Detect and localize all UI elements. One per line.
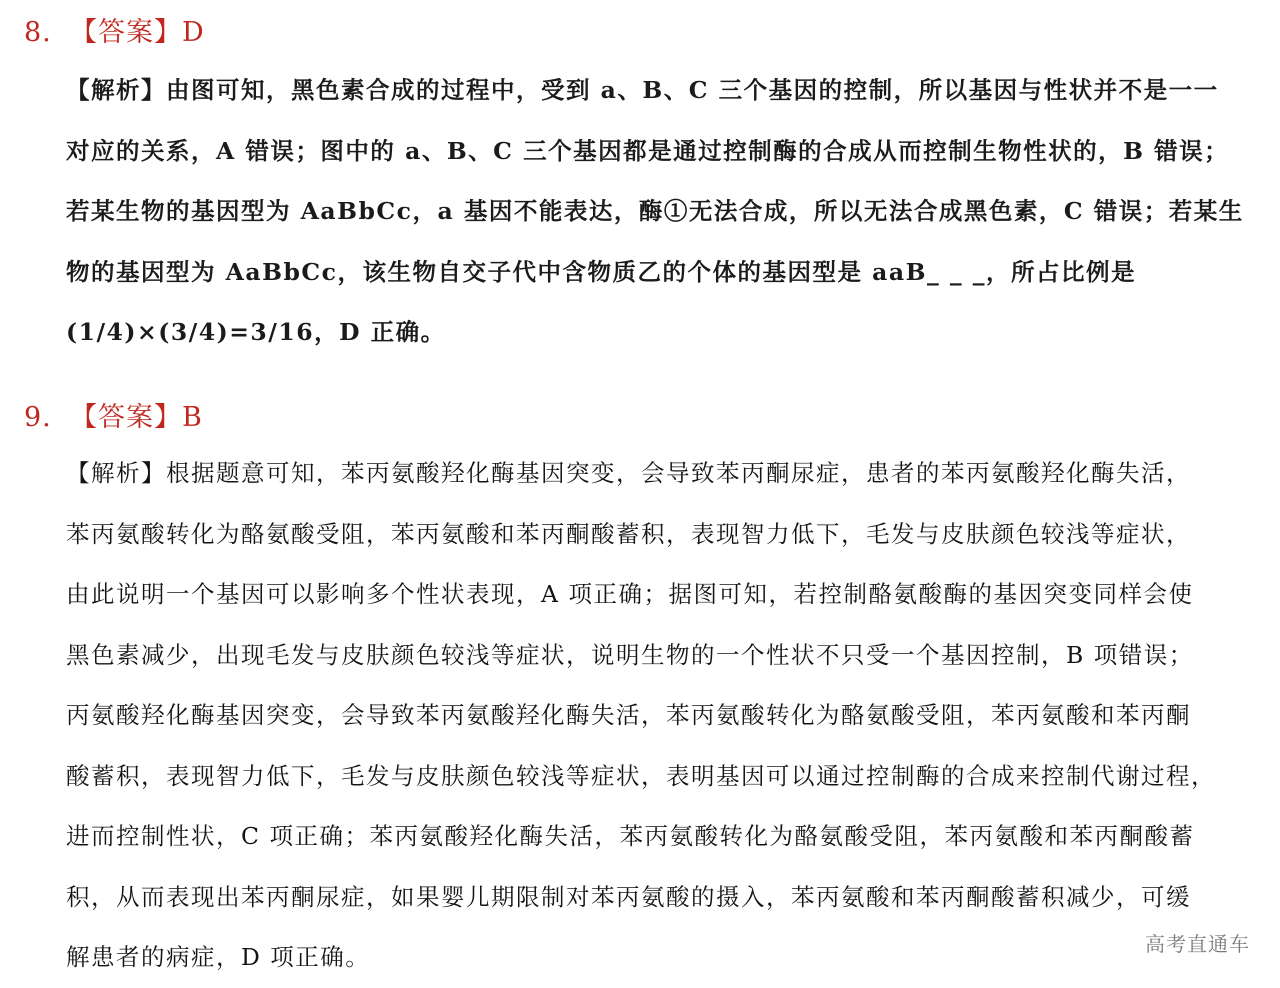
- q9-answer-value: B: [182, 402, 203, 433]
- q8-answer-value: D: [182, 17, 205, 48]
- q8-answer-tag: 【答案】: [70, 17, 182, 48]
- q9-answer-heading: [24, 395, 203, 434]
- q9-analysis-line: 解患者的病症，D 项正确。: [66, 943, 371, 971]
- q9-analysis-line: 【解析】根据题意可知，苯丙氨酸羟化酶基因突变，会导致苯丙酮尿症，患者的苯丙氨酸羟化酶失活，: [66, 459, 1191, 487]
- q9-analysis-line: 酸蓄积，表现智力低下，毛发与皮肤颜色较浅等症状，表明基因可以通过控制酶的合成来控制代谢过程，: [66, 761, 1216, 790]
- q9-analysis-line: 由此说明一个基因可以影响多个性状表现，A 项正确；据图可知，若控制酪氨酸酶的基因突变同样会使: [66, 580, 1194, 608]
- q8-analysis: [66, 60, 1266, 363]
- q9-analysis-line: 进而控制性状，C 项正确；苯丙氨酸羟化酶失活，苯丙氨酸转化为酪氨酸受阻，苯丙氨酸和苯丙酮酸蓄: [66, 822, 1195, 850]
- q9-analysis-line: 积，从而表现出苯丙酮尿症，如果婴儿期限制对苯丙氨酸的摄入，苯丙氨酸和苯丙酮酸蓄积减少，可缓: [66, 882, 1191, 911]
- q8-analysis-line: 【解析】由图可知，黑色素合成的过程中，受到 a、B、C 三个基因的控制，所以基因与性状并不是一一: [66, 76, 1219, 104]
- q9-analysis: [66, 443, 1266, 988]
- q9-number: 9.: [24, 402, 52, 433]
- q9-analysis-line: 黑色素减少，出现毛发与皮肤颜色较浅等症状，说明生物的一个性状不只受一个基因控制，B 项错误；: [66, 640, 1194, 669]
- q8-number: 8.: [24, 17, 52, 48]
- q8-analysis-line: 对应的关系，A 错误；图中的 a、B、C 三个基因都是通过控制酶的合成从而控制生物性状的，B 错误；: [66, 136, 1230, 165]
- q8-answer-heading: [24, 10, 205, 49]
- watermark-text: 高考直通车: [1145, 932, 1250, 956]
- q8-analysis-line: 物的基因型为 AaBbCc，该生物自交子代中含物质乙的个体的基因型是 aaB_ _ _，所占比例是: [66, 257, 1137, 286]
- q9-analysis-line: 丙氨酸羟化酶基因突变，会导致苯丙氨酸羟化酶失活，苯丙氨酸转化为酪氨酸受阻，苯丙氨酸和苯丙酮: [66, 701, 1191, 729]
- q8-analysis-line: 若某生物的基因型为 AaBbCc，a 基因不能表达，酶①无法合成，所以无法合成黑色素，C 错误；若某生: [66, 197, 1244, 225]
- q8-analysis-line: (1/4)×(3/4)=3/16，D 正确。: [66, 318, 446, 346]
- q9-analysis-line: 苯丙氨酸转化为酪氨酸受阻，苯丙氨酸和苯丙酮酸蓄积，表现智力低下，毛发与皮肤颜色较浅等症状，: [66, 519, 1191, 548]
- q9-answer-tag: 【答案】: [70, 402, 182, 433]
